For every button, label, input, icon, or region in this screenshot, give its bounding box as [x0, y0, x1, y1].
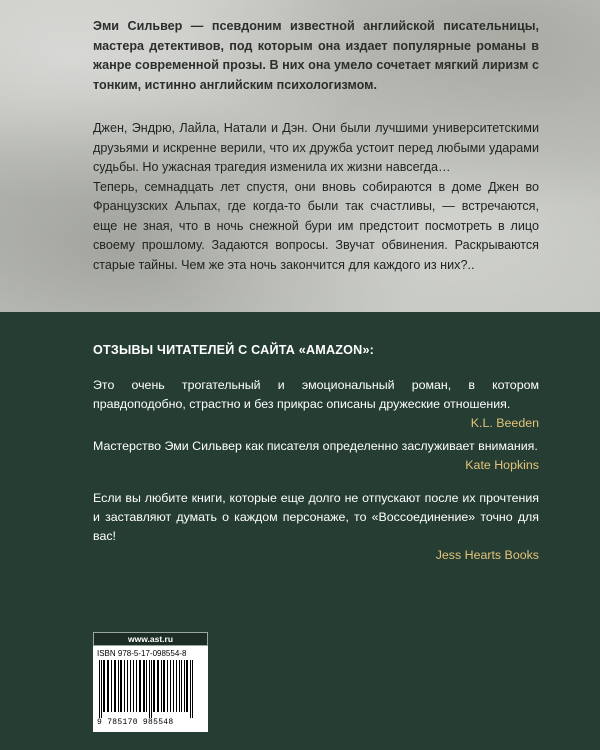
barcode-bar — [103, 660, 105, 712]
barcode-bar — [136, 660, 137, 712]
barcode-bar — [146, 660, 147, 712]
synopsis-paragraph-1: Джен, Эндрю, Лайла, Натали и Дэн. Они были лучшими университетскими друзьями и искренне верили, что их дружба устоит перед любыми ударами судьбы. Но ужасная трагедия изменила их жизни навсегда… — [93, 121, 539, 174]
review-author: K.L. Beeden — [470, 416, 539, 430]
barcode-bar — [170, 660, 171, 712]
author-bio: Эми Сильвер — псевдоним известной английской писательницы, мастера детективов, под которым она издает популярные романы в жанре современной прозы. В них она умело сочетает мягкий лиризм с тонким, истинно английским психологизмом. — [93, 19, 539, 92]
isbn-area — [93, 646, 208, 732]
isbn-number: ISBN 978-5-17-098554-8 — [97, 649, 187, 658]
barcode-bar — [181, 660, 182, 712]
review-text: Если вы любите книги, которые еще долго не отпускают после их прочтения и заставляют думать о каждом персонаже, то «Воссоединение» точно для вас! — [93, 491, 539, 543]
barcode-bar — [149, 660, 150, 718]
review-text: Это очень трогательный и эмоциональный роман, в котором правдоподобно, страстно и без прикрас описаны дружеские отношения. — [93, 378, 539, 411]
barcode-bar — [107, 660, 109, 712]
publisher-url: www.ast.ru — [93, 632, 208, 646]
barcode-bar — [99, 660, 100, 718]
review — [93, 437, 539, 475]
barcode-bar — [111, 660, 112, 712]
reviews-section — [0, 312, 600, 750]
barcode-bar — [192, 660, 193, 718]
barcode-bar — [114, 660, 116, 712]
barcode-bar — [120, 660, 122, 712]
synopsis — [93, 119, 539, 275]
review — [93, 489, 539, 565]
review-text: Мастерство Эми Сильвер как писателя определенно заслуживает внимания. — [93, 439, 538, 453]
barcode-bar — [167, 660, 168, 712]
barcode-bar — [127, 660, 128, 712]
description-section — [0, 0, 600, 312]
barcode-bar — [151, 660, 152, 718]
barcode-bar — [157, 660, 159, 712]
barcode-bar — [184, 660, 185, 712]
barcode-digits: 9 785170 985548 — [97, 718, 174, 727]
barcode-bar — [190, 660, 191, 718]
barcode-bar — [133, 660, 134, 712]
barcode — [97, 660, 204, 718]
barcode-bar — [143, 660, 145, 712]
barcode-bar — [176, 660, 177, 712]
barcode-bar — [139, 660, 141, 712]
review-author: Jess Hearts Books — [435, 548, 539, 562]
barcode-bar — [153, 660, 155, 712]
barcode-bar — [161, 660, 162, 712]
barcode-block — [93, 632, 208, 732]
barcode-bar — [179, 660, 180, 712]
synopsis-paragraph-2: Теперь, семнадцать лет спустя, они вновь собираются в доме Джен во Французских Альпах, где когда-то были так счастливы, — встречаются, еще не зная, что в ночь снежной бури им предстоит посмотреть в лицо своему прошлому. Задаются вопросы. Звучат обвинения. Раскрываются старые тайны. Чем же эта ночь закончится для каждого из них?.. — [93, 179, 539, 272]
barcode-bar — [124, 660, 125, 712]
review — [93, 376, 539, 433]
barcode-bar — [186, 660, 188, 712]
barcode-bar — [101, 660, 102, 718]
reviews-title: ОТЗЫВЫ ЧИТАТЕЛЕЙ С САЙТА «AMAZON»: — [93, 343, 375, 357]
barcode-bar — [163, 660, 165, 712]
barcode-bar — [173, 660, 174, 712]
review-author: Kate Hopkins — [465, 458, 539, 472]
barcode-bar — [118, 660, 119, 712]
barcode-bar — [130, 660, 131, 712]
